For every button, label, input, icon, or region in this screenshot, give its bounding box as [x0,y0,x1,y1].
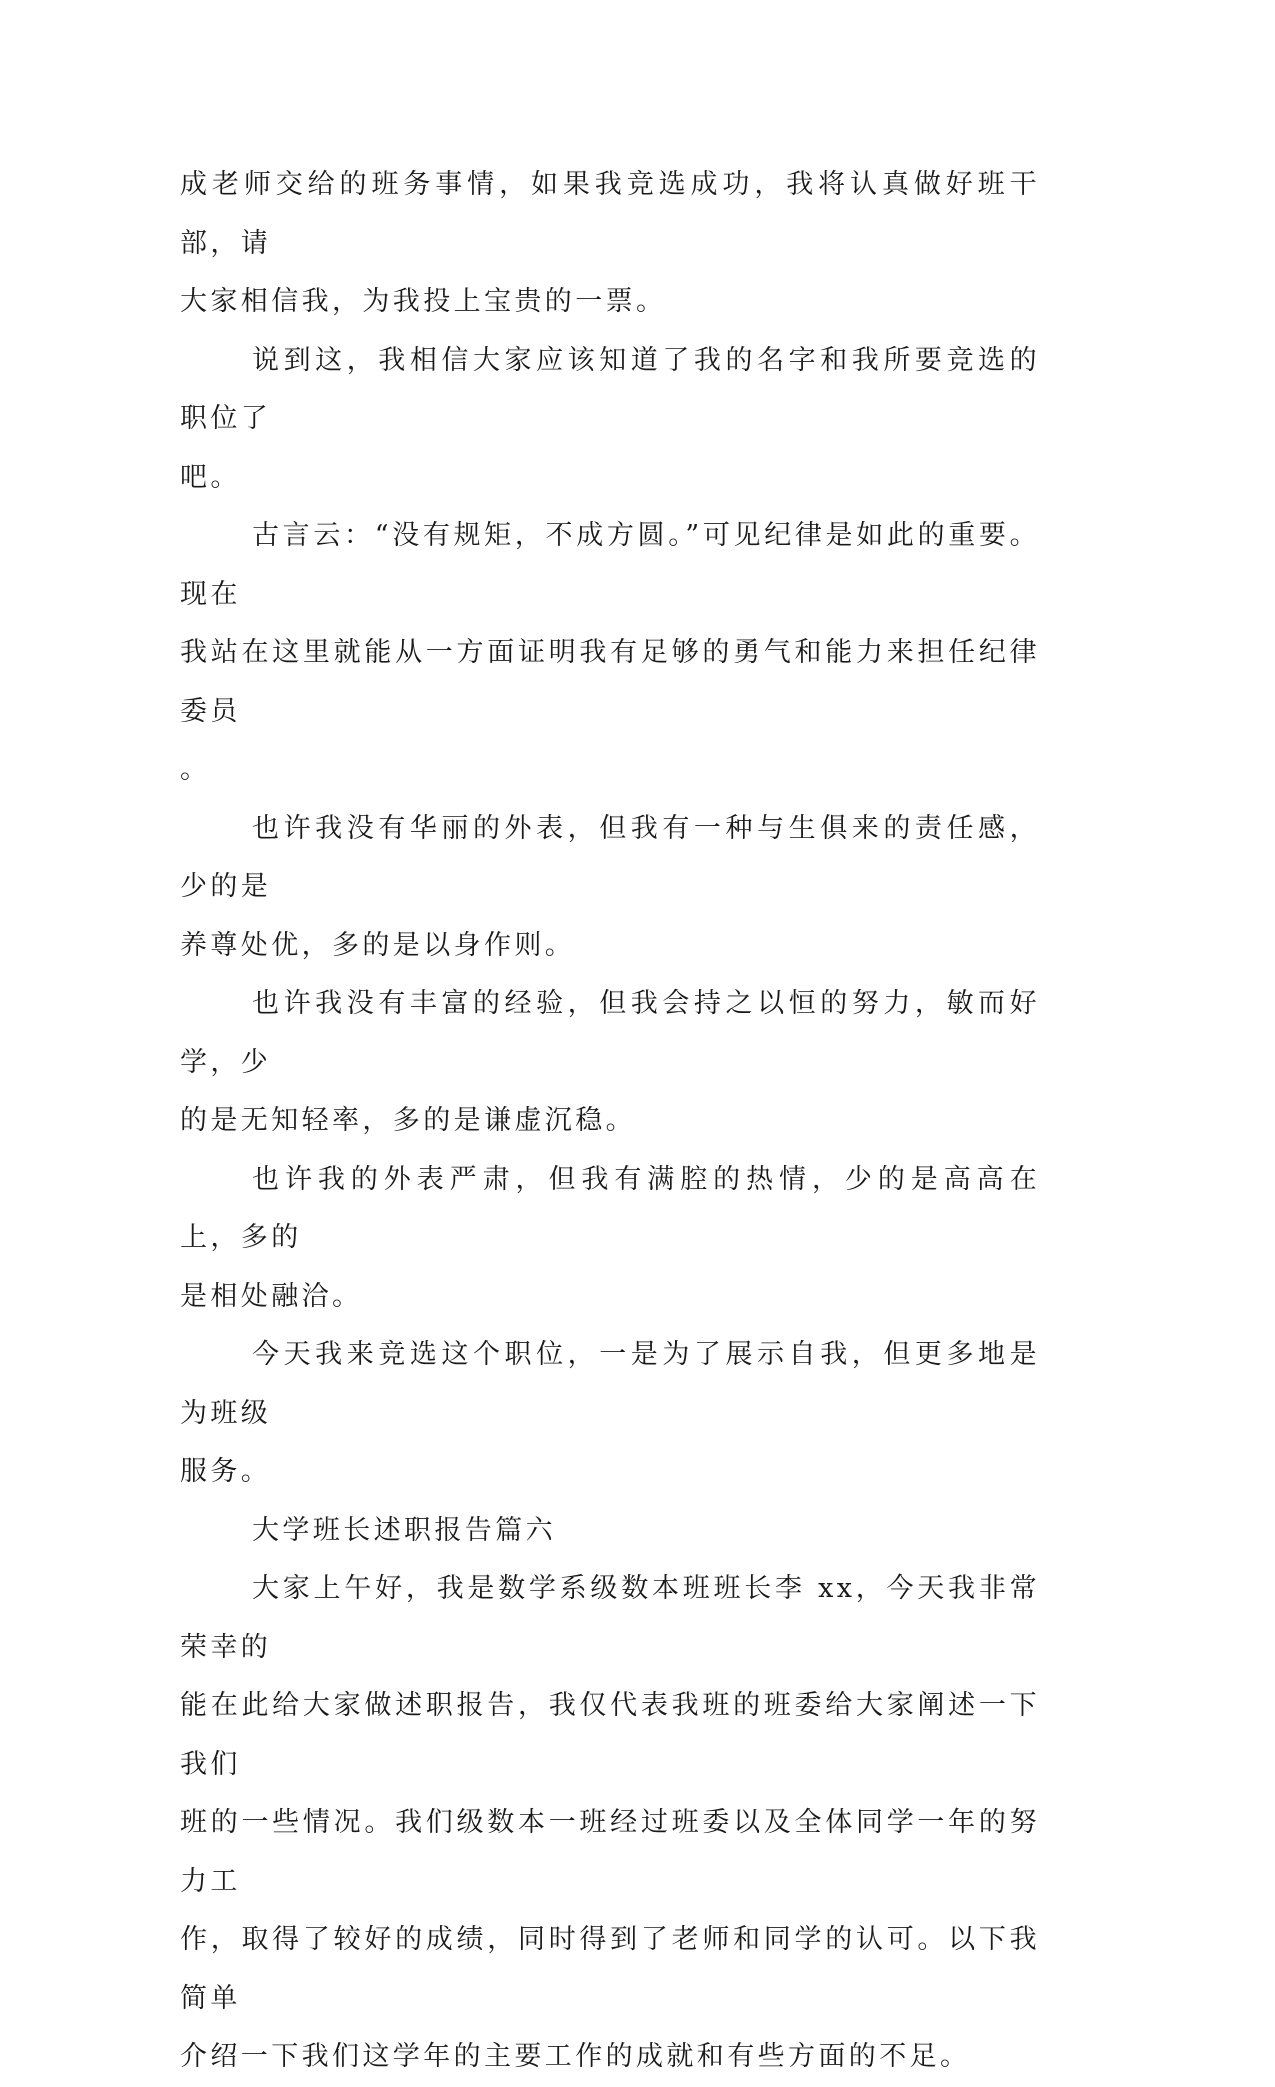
document-body [180,156,1040,2087]
section-heading: 大学班长述职报告篇六 [252,1514,556,1546]
paragraph-5: 也许我没有丰富的经验，但我会持之以恒的努力，敏而好学，少 的是无知轻率，多的是谦虚沉稳。 [180,988,1040,1136]
paragraph-1: 成老师交给的班务事情，如果我竞选成功，我将认真做好班干部，请 大家相信我，为我投上宝贵的一票。 [180,169,1040,317]
paragraph-8: 大家上午好，我是数学系级数本班班长李 xx，今天我非常荣幸的 能在此给大家做述职报告，我仅代表我班的班委给大家阐述一下我们 班的一些情况。我们级数本一班经过班委以及全体同学一年的努力工 作，取得了较好的成绩，同时得到了老师和同学的认可。以下我简单 介绍一下我们这学年的主要工作的成就和有些方面的不足。 [180,1573,1040,2072]
paragraph-2: 说到这，我相信大家应该知道了我的名字和我所要竞选的职位了 吧。 [180,344,1040,493]
paragraph-4: 也许我没有华丽的外表，但我有一种与生俱来的责任感，少的是 养尊处优，多的是以身作则。 [180,812,1040,961]
paragraph-3: 古言云：“没有规矩，不成方圆。”可见纪律是如此的重要。现在 我站在这里就能从一方面证明我有足够的勇气和能力来担任纪律委员 。 [180,520,1040,785]
paragraph-7: 今天我来竞选这个职位，一是为了展示自我，但更多地是为班级 服务。 [180,1339,1040,1487]
paragraph-6: 也许我的外表严肃，但我有满腔的热情，少的是高高在上，多的 是相处融洽。 [180,1163,1040,1312]
